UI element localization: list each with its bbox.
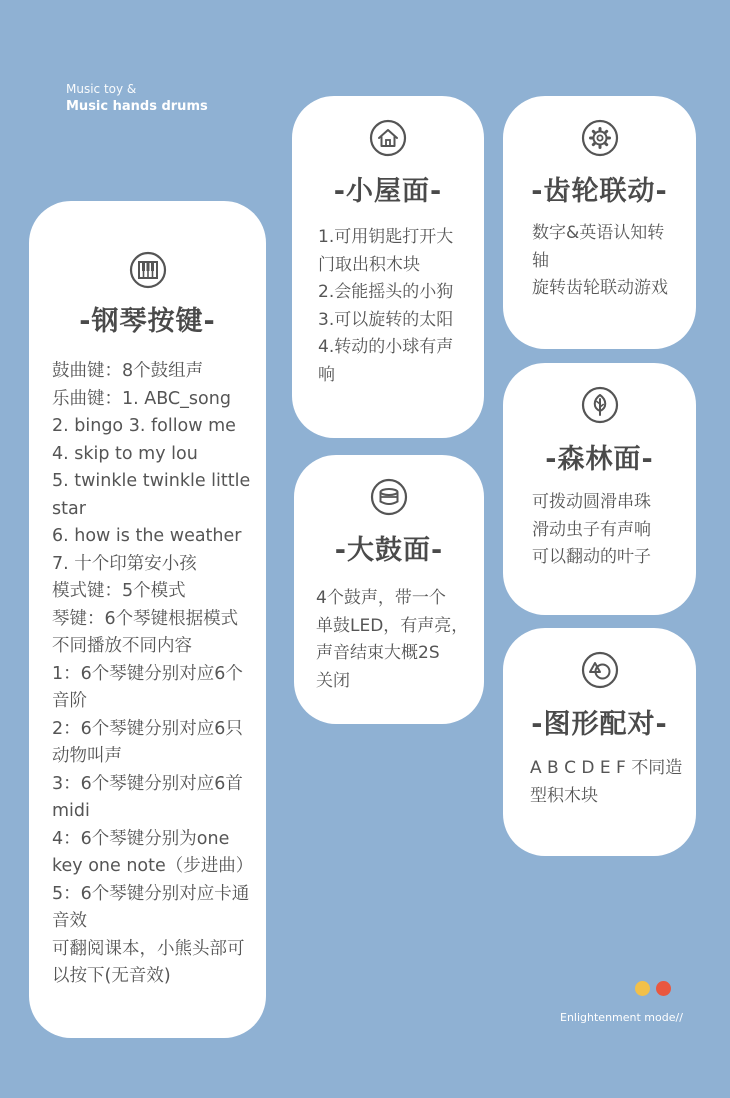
text-line: 单鼓LED，有声亮，: [316, 615, 469, 636]
card-body: [530, 755, 696, 810]
text-line: 4个鼓声，带一个: [316, 588, 446, 608]
text-line: A B C D E F 不同造: [530, 758, 683, 778]
text-line: 3：6个琴键分别对应6首: [52, 773, 243, 794]
footer-mode-text: Enlightenment mode//: [560, 1011, 683, 1024]
text-line: 可翻阅课本，小熊头部可: [52, 938, 245, 959]
text-line: 轴: [532, 250, 549, 271]
card-body: [532, 489, 696, 572]
text-line: 1.可用钥匙打开大: [318, 227, 454, 247]
text-line: 4. skip to my lou: [52, 443, 198, 464]
text-line: 2.会能摇头的小狗: [318, 282, 454, 302]
card-gear-linkage: [503, 96, 696, 349]
leaf-icon: [581, 386, 619, 424]
text-line: 数字&英语认知转: [532, 223, 665, 243]
text-line: 7. 十个印第安小孩: [52, 553, 197, 574]
yellow-dot: [635, 981, 650, 996]
text-line: 5：6个琴键分别对应卡通: [52, 883, 250, 904]
text-line: 5. twinkle twinkle little: [52, 471, 251, 491]
text-line: 4：6个琴键分别为one: [52, 828, 230, 849]
text-line: 4.转动的小球有声: [318, 337, 454, 357]
text-line: 动物叫声: [52, 746, 122, 766]
text-line: 旋转齿轮联动游戏: [532, 278, 668, 298]
text-line: 型积木块: [530, 785, 598, 806]
red-dot: [656, 981, 671, 996]
card-body: [316, 585, 484, 695]
card-body: [318, 224, 484, 389]
text-line: 可拨动圆滑串珠: [532, 492, 651, 512]
text-line: 2：6个琴键分别对应6只: [52, 718, 243, 739]
brand-line-2: Music hands drums: [66, 99, 208, 114]
text-line: 1：6个琴键分别对应6个: [52, 663, 243, 684]
card-body: [52, 358, 266, 991]
card-title: -森林面-: [545, 444, 654, 475]
card-title: -小屋面-: [333, 176, 443, 207]
text-line: 模式键：5个模式: [52, 581, 186, 601]
text-line: 2. bingo 3. follow me: [52, 416, 236, 436]
card-body: [532, 220, 696, 303]
text-line: 可以翻动的叶子: [532, 547, 651, 567]
piano-keys-icon: [129, 251, 167, 289]
text-line: 音效: [52, 911, 87, 931]
text-line: 声音结束大概2S: [316, 643, 440, 663]
text-line: 滑动虫子有声响: [532, 519, 651, 540]
text-line: 乐曲键：1. ABC_song: [52, 388, 231, 409]
card-title: -齿轮联动-: [531, 176, 668, 207]
text-line: 鼓曲键：8个鼓组声: [52, 361, 204, 381]
card-title: -钢琴按键-: [79, 306, 216, 337]
text-line: 响: [318, 364, 335, 385]
house-icon: [369, 119, 407, 157]
card-title: -图形配对-: [531, 709, 668, 740]
text-line: 6. how is the weather: [52, 526, 242, 546]
text-line: 音阶: [52, 691, 87, 711]
text-line: star: [52, 498, 86, 519]
card-shape-matching: [503, 628, 696, 856]
shapes-icon: [581, 651, 619, 689]
brand-line-1: Music toy &: [66, 82, 137, 96]
card-forest-face: [503, 363, 696, 615]
text-line: 不同播放不同内容: [52, 636, 192, 656]
text-line: key one note（步进曲）: [52, 856, 254, 876]
card-big-drum: [294, 455, 484, 724]
text-line: 以按下(无音效): [52, 966, 171, 986]
card-piano-keys: [29, 201, 266, 1038]
card-title: -大鼓面-: [334, 535, 444, 566]
gear-icon: [581, 119, 619, 157]
brand-text: [66, 80, 208, 116]
text-line: midi: [52, 801, 90, 821]
text-line: 门取出积木块: [318, 254, 420, 275]
card-house-face: [292, 96, 484, 438]
text-line: 3.可以旋转的太阳: [318, 309, 454, 330]
drum-icon: [370, 478, 408, 516]
text-line: 琴键：6个琴键根据模式: [52, 608, 239, 629]
text-line: 关闭: [316, 670, 350, 691]
